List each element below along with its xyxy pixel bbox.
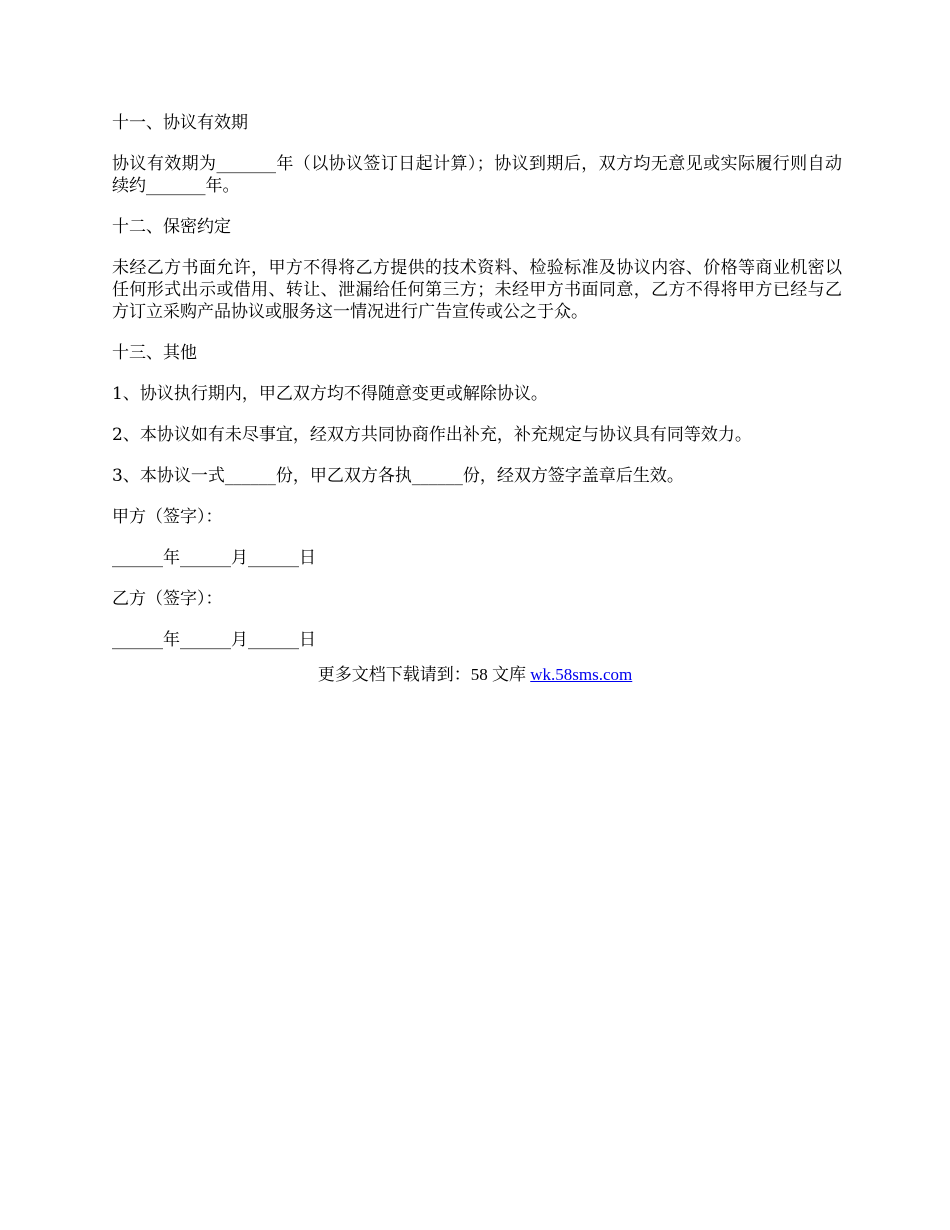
party-a-date-line: ______年______月______日 — [112, 548, 316, 568]
document-body — [112, 112, 842, 670]
section-12-body: 未经乙方书面允许，甲方不得将乙方提供的技术资料、检验标准及协议内容、价格等商业机密以任何形式出示或借用、转让、泄漏给任何第三方；未经甲方书面同意，乙方不得将甲方已经与乙方订立采购产品协议或服务这一情况进行广告宣传或公之于众。 — [112, 258, 842, 322]
download-footer — [0, 664, 950, 686]
section-13-item-1: 1、协议执行期内，甲乙双方均不得随意变更或解除协议。 — [112, 384, 548, 404]
section-13-item-3: 3、本协议一式______份，甲乙双方各执______份，经双方签字盖章后生效。 — [112, 466, 684, 486]
section-13-title: 十三、其他 — [112, 343, 197, 363]
section-11-title: 十一、协议有效期 — [112, 113, 248, 133]
footer-link[interactable]: wk.58sms.com — [530, 665, 633, 684]
footer-text: 更多文档下载请到：58 文库 — [317, 665, 531, 684]
party-a-signature-label: 甲方（签字）： — [112, 507, 223, 527]
section-12-title: 十二、保密约定 — [112, 217, 231, 237]
section-11-body: 协议有效期为_______年（以协议签订日起计算）；协议到期后，双方均无意见或实际履行则自动续约_______年。 — [112, 154, 842, 196]
party-b-signature-label: 乙方（签字）： — [112, 589, 223, 609]
section-13-item-2: 2、本协议如有未尽事宜，经双方共同协商作出补充，补充规定与协议具有同等效力。 — [112, 425, 752, 445]
party-b-date-line: ______年______月______日 — [112, 630, 316, 650]
